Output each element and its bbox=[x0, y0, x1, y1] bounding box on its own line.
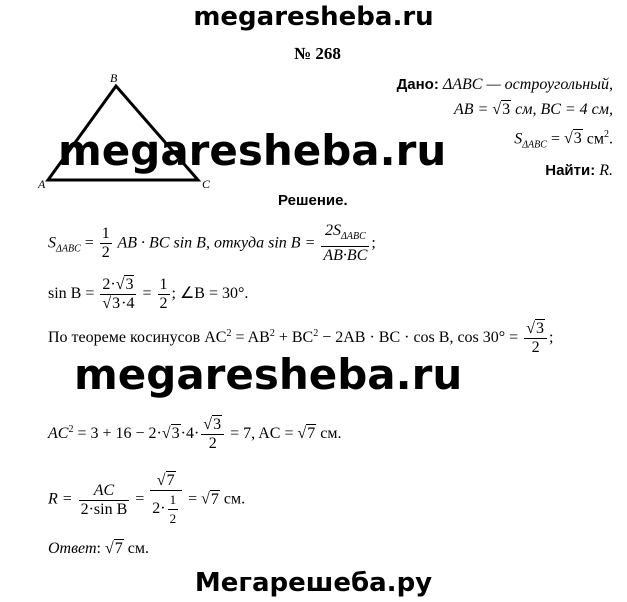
site-footer: Мегарешеба.ру bbox=[194, 568, 433, 598]
given-ab-unit: см, BC = 4 см, bbox=[511, 101, 613, 118]
problem-number: № 268 bbox=[294, 44, 341, 63]
sqrt-3: √3 bbox=[492, 101, 511, 118]
solution-title: Решение. bbox=[278, 192, 348, 209]
given-line-1 bbox=[397, 72, 613, 97]
solution-line-2: sin B = $\frac{2\cdot√3}{√3\cdot 4}$ = $\frac{1}{2}$ ; ∠B = 30°. bbox=[48, 276, 249, 312]
sqrt-3-area: √3 bbox=[563, 130, 582, 148]
fraction-cos30-inline: $\frac{√3}{2}$ bbox=[201, 416, 224, 453]
fraction-sin-value: $\frac{2\cdot√3}{√3\cdot 4}$ bbox=[102, 276, 135, 312]
find-label: Найти: bbox=[545, 161, 596, 179]
vertex-a-label: A bbox=[38, 177, 46, 191]
vertex-b-label: B bbox=[110, 72, 118, 85]
solution-line-1: $S_{\Delta ABC}$ = $\frac{1}{2}$ AB · BC sin B, откуда sin B = $\frac{2S_{\Delta ABC}}{AB\cdot BC}$ ; bbox=[48, 222, 376, 265]
answer-label: Ответ bbox=[48, 540, 97, 557]
fraction-half-2: $\frac{1}{2}$ bbox=[159, 276, 168, 312]
given-label: Дано: bbox=[396, 76, 439, 93]
given-line-3: $S_{\Delta ABC} = √3$ $см^2$. bbox=[397, 122, 613, 158]
site-header: megaresheba.ru bbox=[193, 2, 434, 32]
watermark-middle: megaresheba.ru bbox=[74, 350, 463, 399]
solution-line-3: По теореме косинусов $AC^2 = AB^2 + BC^2 - 2AB$ · BC · cos B, cos 30° = $\frac{√3}{2}$ ; bbox=[48, 320, 554, 356]
solution-line-5: R = $\frac{AC}{\text{2·sin B}}$ = √7 2· $\frac{1}{2}$ = √7 см. bbox=[48, 472, 246, 526]
fraction-half: $\frac{1}{2}$ bbox=[101, 225, 110, 262]
given-ab: AB = bbox=[454, 101, 493, 118]
answer-line: Ответ: √7 см. bbox=[48, 540, 149, 557]
fraction-cos30: $\frac{√3}{2}$ bbox=[524, 320, 547, 357]
vertex-c-label: C bbox=[202, 177, 211, 191]
given-line-2 bbox=[397, 97, 613, 122]
fraction-sin-b: $\frac{2S_{\Delta ABC}}{AB\cdot BC}$ bbox=[323, 222, 368, 265]
fraction-r: $\frac{AC}{\text{2·sin B}}$ bbox=[80, 481, 128, 518]
find-value: R. bbox=[595, 161, 613, 179]
fraction-r-value: √7 2· $\frac{1}{2}$ bbox=[150, 472, 182, 528]
solution-line-4: $AC^2 = 3 + 16 - 2\cdot√3\cdot 4\cdot$ $\frac{√3}{2}$ = 7, AC = √7 см. bbox=[48, 416, 342, 452]
watermark-top: megaresheba.ru bbox=[58, 126, 447, 175]
given-triangle: ΔABC — остроугольный, bbox=[442, 76, 613, 93]
